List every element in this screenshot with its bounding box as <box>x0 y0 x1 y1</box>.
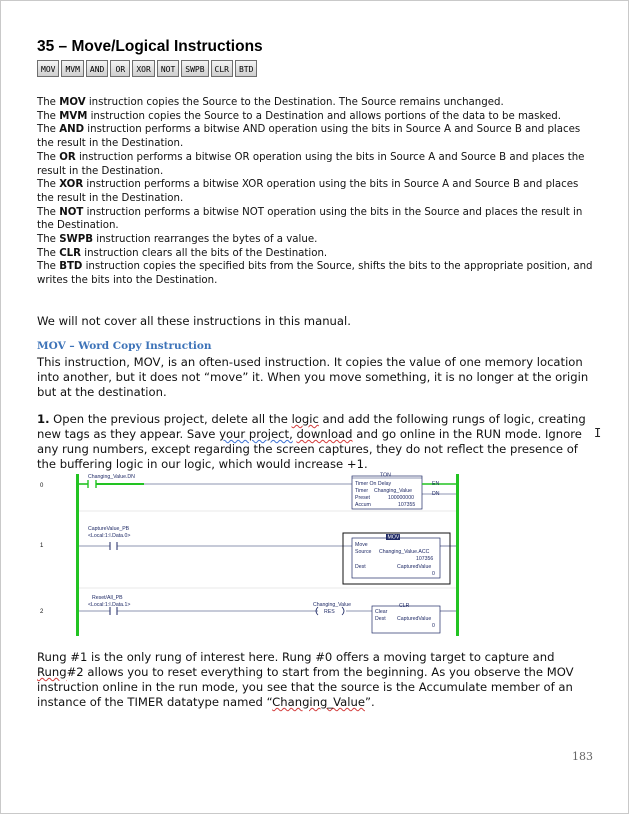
text-cursor-icon: I <box>594 426 602 440</box>
section-heading: MOV – Word Copy Instruction <box>37 340 212 352</box>
rung0-xic-contact[interactable] <box>88 480 96 488</box>
mov-dest-value: CapturedValue <box>397 564 432 570</box>
or-button[interactable]: OR <box>110 60 130 77</box>
page-number: 183 <box>572 750 593 763</box>
mov-source-value: Changing_Value.ACC <box>379 549 430 555</box>
definition-clr: The CLR instruction clears all the bits of the Destination. <box>37 247 328 259</box>
right-power-rail <box>456 474 459 636</box>
rung-number-0: 0 <box>40 483 44 489</box>
rung-number-2: 2 <box>40 609 44 615</box>
ton-dn-label: DN <box>432 491 440 497</box>
rung2-xic-contact[interactable] <box>110 607 117 615</box>
definition-or: The OR instruction performs a bitwise OR operation using the bits in Source A and Source B and places the result in the Destination. <box>37 151 585 177</box>
mov-button[interactable]: MOV <box>37 60 59 77</box>
definition-and: The AND instruction performs a bitwise AND operation using the bits in Source A and Source B and places the result in the Destination. <box>37 124 581 150</box>
definition-mov: The MOV instruction copies the Source to the Destination. The Source remains unchanged. <box>37 97 504 108</box>
clr-dest-live: 0 <box>432 623 435 629</box>
rung1-contact-address: <Local:1:I.Data.0> <box>88 533 131 539</box>
rung1-xic-contact[interactable] <box>110 542 117 550</box>
definition-not: The NOT instruction performs a bitwise NOT operation using the bits in the Source and places the result in the Destination. <box>37 206 583 232</box>
xor-button[interactable]: XOR <box>132 60 154 77</box>
definition-mvm: The MVM instruction copies the Source to a Destination and allows portions of the data to be masked. <box>37 110 561 122</box>
mov-dest-label: Dest <box>355 564 366 570</box>
instruction-definitions <box>37 96 595 288</box>
rung2-contact-tag: Reset/All_PB <box>92 595 123 601</box>
clr-title: Clear <box>375 609 388 615</box>
definition-swpb: The SWPB instruction rearranges the bytes of a value. <box>37 234 318 246</box>
page-title: 35 – Move/Logical Instructions <box>37 38 263 55</box>
btd-button[interactable]: BTD <box>235 60 257 77</box>
clr-dest-value: CapturedValue <box>397 616 432 622</box>
swpb-button[interactable]: SWPB <box>181 60 208 77</box>
clr-dest-label: Dest <box>375 616 386 622</box>
rung-explanation-paragraph: Rung #1 is the only rung of interest here. Rung #0 offers a moving target to capture and Rung#2 allows you to reset everything to start from the beginning. As you observe the MOV instruction online in the run mode, you see that the source is the Accumulate member of an instance of the TIMER datatype named “Changing_Value”. <box>37 650 574 709</box>
res-tag: Changing_Value <box>313 602 351 608</box>
mov-dest-live: 0 <box>432 571 435 577</box>
rung1-contact-tag: CaptureValue_PB <box>88 526 130 532</box>
not-button[interactable]: NOT <box>157 60 179 77</box>
ton-accum-label: Accum <box>355 502 371 508</box>
mvm-button[interactable]: MVM <box>61 60 83 77</box>
clr-header: CLR <box>399 603 410 609</box>
and-button[interactable]: AND <box>86 60 108 77</box>
mov-title: Move <box>355 542 368 548</box>
instruction-toolbar <box>37 60 257 77</box>
mov-source-label: Source <box>355 549 372 555</box>
ton-timer-label: Timer <box>355 488 369 494</box>
section-intro: This instruction, MOV, is an often-used instruction. It copies the value of one memory location into another, but it does not “move” it. When you move something, it is no longer at the origin but at the destination. <box>37 355 589 399</box>
ton-preset-label: Preset <box>355 495 370 501</box>
mov-header: MOV <box>387 534 400 541</box>
ton-preset-value: 100000000 <box>388 495 414 501</box>
step-1-paragraph: 1. Open the previous project, delete all the logic and add the following rungs of logic, creating new tags as they appear. Save your project, download and go online in the RUN mode. Ignore any rung numbers, except regarding the screen captures, they do not reflect the presence of the buffering logic in our logic, which would increase +1. <box>37 412 586 471</box>
ton-en-label: EN <box>432 481 440 487</box>
left-power-rail <box>76 474 79 636</box>
ton-timer-value: Changing_Value <box>374 488 412 494</box>
clr-button[interactable]: CLR <box>211 60 233 77</box>
definition-xor: The XOR instruction performs a bitwise XOR operation using the bits in Source A and Source B and places the result in the Destination. <box>37 179 579 204</box>
definition-btd: The BTD instruction copies the specified bits from the Source, shifts the bits to the appropriate position, and writes the bits into the Destination. <box>37 261 593 287</box>
res-label: RES <box>324 609 335 615</box>
ton-header: TON <box>380 472 391 479</box>
coverage-note: We will not cover all these instructions in this manual. <box>37 314 351 328</box>
rung2-contact-address: <Local:1:I.Data.1> <box>88 602 131 608</box>
ladder-logic-screenshot <box>0 468 629 648</box>
rung-number-1: 1 <box>40 543 44 549</box>
ton-accum-value: 107355 <box>398 502 416 508</box>
rung0-contact-tag: Changing_Value.DN <box>88 474 135 480</box>
ton-title: Timer On Delay <box>355 481 392 487</box>
mov-source-live: 107356 <box>416 556 434 562</box>
